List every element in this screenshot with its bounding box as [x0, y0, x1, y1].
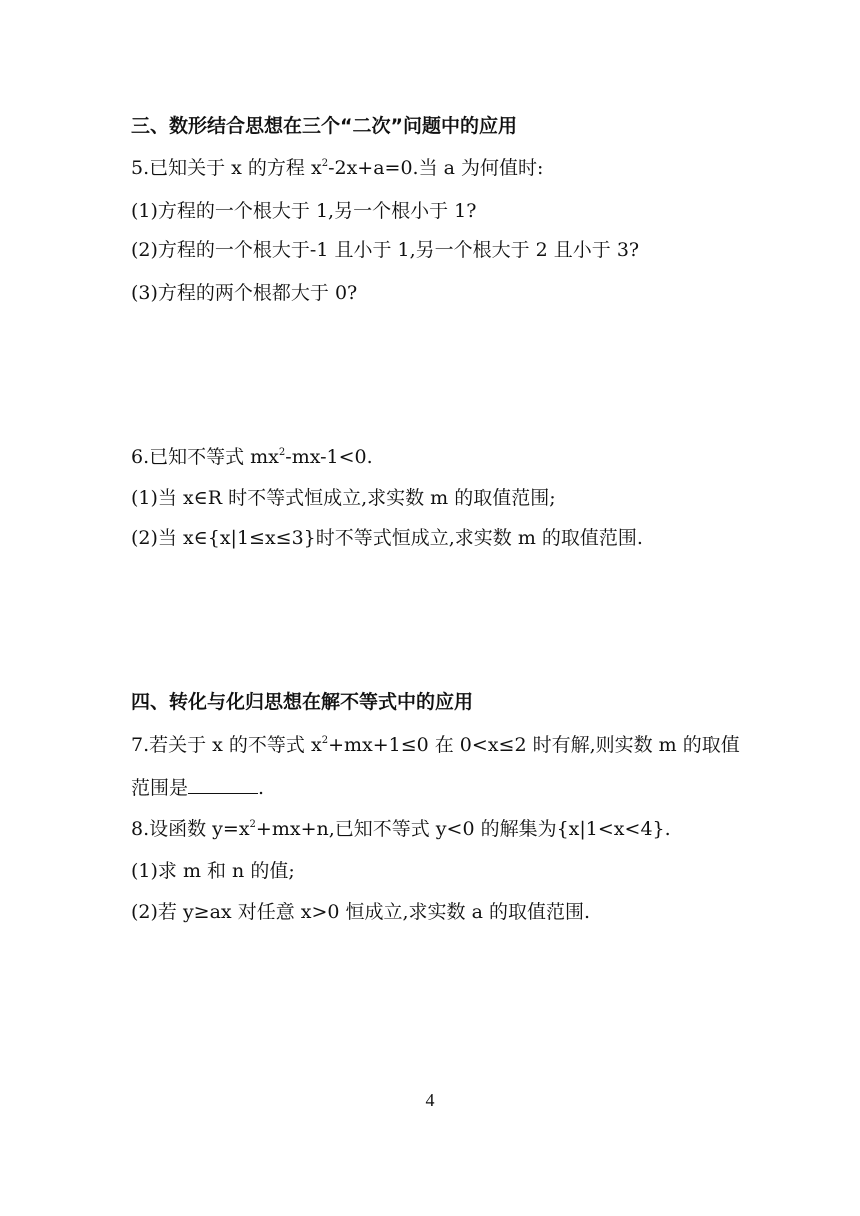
question-5-stem — [131, 156, 543, 180]
question-5-part-1: (1)方程的一个根大于 1,另一个根小于 1? — [131, 200, 477, 222]
question-7-exponent: 2 — [321, 734, 329, 746]
question-6-exponent: 2 — [278, 446, 286, 458]
question-5-part-3: (3)方程的两个根都大于 0? — [131, 282, 358, 304]
question-7-stem-text-a: 7.若关于 x 的不等式 x — [131, 734, 322, 756]
answer-blank[interactable] — [188, 775, 258, 794]
question-6-stem — [131, 445, 373, 469]
question-5-stem-text-b: -2x+a=0.当 a 为何值时: — [328, 157, 544, 179]
section-4-heading: 四、转化与化归思想在解不等式中的应用 — [131, 691, 474, 713]
question-6-stem-text-a: 6.已知不等式 mx — [131, 446, 279, 468]
question-7-line-2-end: . — [258, 777, 265, 799]
question-6-part-1: (1)当 x∈R 时不等式恒成立,求实数 m 的取值范围; — [131, 487, 556, 509]
question-8-stem — [131, 817, 671, 841]
question-8-exponent: 2 — [249, 818, 256, 830]
question-7-stem-text-b: +mx+1≤0 在 0<x≤2 时有解,则实数 m 的取值 — [328, 734, 740, 756]
question-5-exponent: 2 — [321, 157, 329, 169]
page-number: 4 — [425, 1090, 435, 1110]
question-8-part-2: (2)若 y≥ax 对任意 x>0 恒成立,求实数 a 的取值范围. — [131, 901, 590, 923]
question-6-stem-text-b: -mx-1<0. — [285, 446, 373, 468]
question-8-stem-text-b: +mx+n,已知不等式 y<0 的解集为{x|1<x<4}. — [255, 818, 671, 840]
question-7-stem — [131, 733, 740, 757]
question-7-line-2-text: 范围是 — [131, 777, 189, 799]
question-6-part-2: (2)当 x∈{x|1≤x≤3}时不等式恒成立,求实数 m 的取值范围. — [131, 527, 643, 549]
question-8-stem-text-a: 8.设函数 y=x — [131, 818, 250, 840]
question-5-part-2: (2)方程的一个根大于-1 且小于 1,另一个根大于 2 且小于 3? — [131, 239, 640, 261]
question-7-line-2 — [131, 775, 264, 800]
section-3-heading: 三、数形结合思想在三个“二次”问题中的应用 — [131, 115, 517, 137]
question-5-stem-text-a: 5.已知关于 x 的方程 x — [131, 157, 322, 179]
question-8-part-1: (1)求 m 和 n 的值; — [131, 860, 295, 882]
